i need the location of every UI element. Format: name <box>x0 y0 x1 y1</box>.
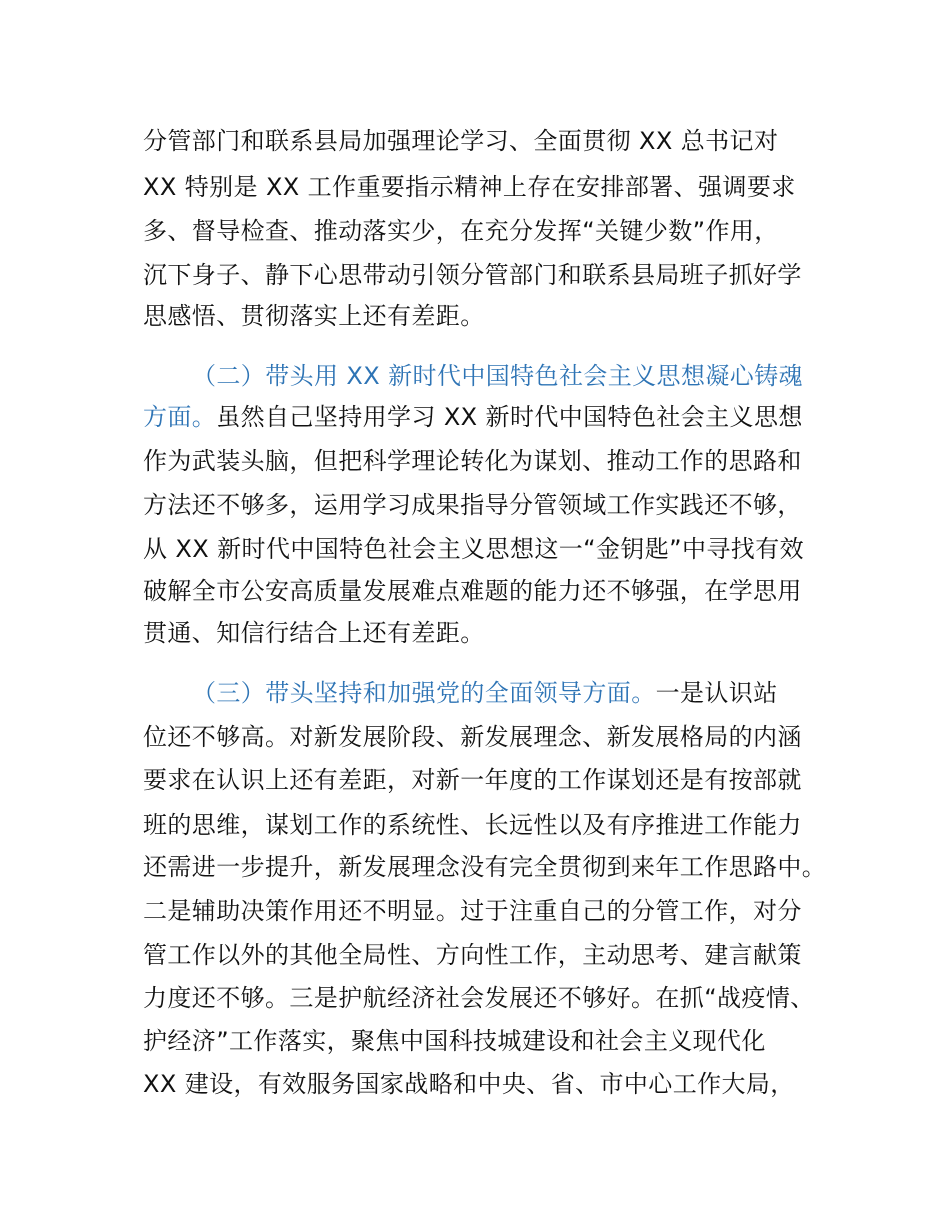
paragraph-line <box>143 575 802 607</box>
paragraph-line <box>143 259 802 291</box>
body-text: 二是辅助决策作用还不明显。过于注重自己的分管工作，对分 <box>143 897 802 925</box>
paragraph-line <box>143 1068 795 1100</box>
body-text: 要求在认识上还有差距，对新一年度的工作谋划还是有按部就 <box>143 766 802 794</box>
body-text: 分管部门和联系县局加强理论学习、全面贯彻 XX 总书记对 <box>143 127 779 155</box>
body-text: 一是认识站 <box>655 679 778 707</box>
paragraph-line <box>143 939 802 971</box>
body-text: 管工作以外的其他全局性、方向性工作，主动思考、建言献策 <box>143 941 802 969</box>
body-text: 位还不够高。对新发展阶段、新发展理念、新发展格局的内涵 <box>143 723 802 751</box>
section-heading: （三）带头坚持和加强党的全面领导方面。 <box>192 679 656 707</box>
paragraph-line <box>143 171 796 203</box>
paragraph-line <box>143 895 802 927</box>
paragraph-line <box>143 1025 766 1057</box>
paragraph-line <box>143 300 485 332</box>
body-text: 力度还不够。三是护航经济社会发展还不够好。在抓“战疫情、 <box>143 984 815 1012</box>
body-text: 沉下身子、静下心思带动引领分管部门和联系县局班子抓好学 <box>143 261 802 289</box>
body-text: XX 建设，有效服务国家战略和中央、省、市中心工作大局， <box>143 1070 795 1098</box>
paragraph-line <box>143 982 815 1014</box>
paragraph-line <box>143 617 485 649</box>
body-text: XX 特别是 XX 工作重要指示精神上存在安排部署、强调要求 <box>143 173 796 201</box>
body-text: 还需进一步提升，新发展理念没有完全贯彻到来年工作思路中。 <box>143 853 827 881</box>
section-heading: （二）带头用 XX 新时代中国特色社会主义思想凝心铸魂 <box>192 362 803 390</box>
paragraph-line <box>143 215 779 247</box>
body-text: 多、督导检查、推动落实少，在充分发挥“关键少数”作用， <box>143 217 779 245</box>
body-text: 贯通、知信行结合上还有差距。 <box>143 619 485 647</box>
body-text: 作为武装头脑，但把科学理论转化为谋划、推动工作的思路和 <box>143 447 802 475</box>
paragraph-line <box>143 851 826 883</box>
body-text: 从 XX 新时代中国特色社会主义思想这一“金钥匙”中寻找有效 <box>143 535 805 563</box>
body-text: 班的思维，谋划工作的系统性、长远性以及有序推进工作能力 <box>143 811 802 839</box>
paragraph-line <box>143 445 802 477</box>
paragraph-line <box>143 764 802 796</box>
body-text: 虽然自己坚持用学习 XX 新时代中国特色社会主义思想 <box>216 403 803 431</box>
paragraph-line <box>143 125 778 157</box>
paragraph-line <box>143 721 802 753</box>
paragraph-line <box>143 401 803 433</box>
body-text: 方法还不够多，运用学习成果指导分管领域工作实践还不够， <box>143 491 802 519</box>
paragraph-line <box>143 809 802 841</box>
body-text: 破解全市公安高质量发展难点难题的能力还不够强，在学思用 <box>143 577 802 605</box>
body-text: 思感悟、贯彻落实上还有差距。 <box>143 302 485 330</box>
paragraph-line <box>143 489 802 521</box>
paragraph-line <box>143 533 804 565</box>
paragraph-line <box>192 360 803 392</box>
paragraph-line <box>192 677 778 709</box>
section-heading: 方面。 <box>143 403 217 431</box>
body-text: 护经济”工作落实，聚焦中国科技城建设和社会主义现代化 <box>143 1027 766 1055</box>
